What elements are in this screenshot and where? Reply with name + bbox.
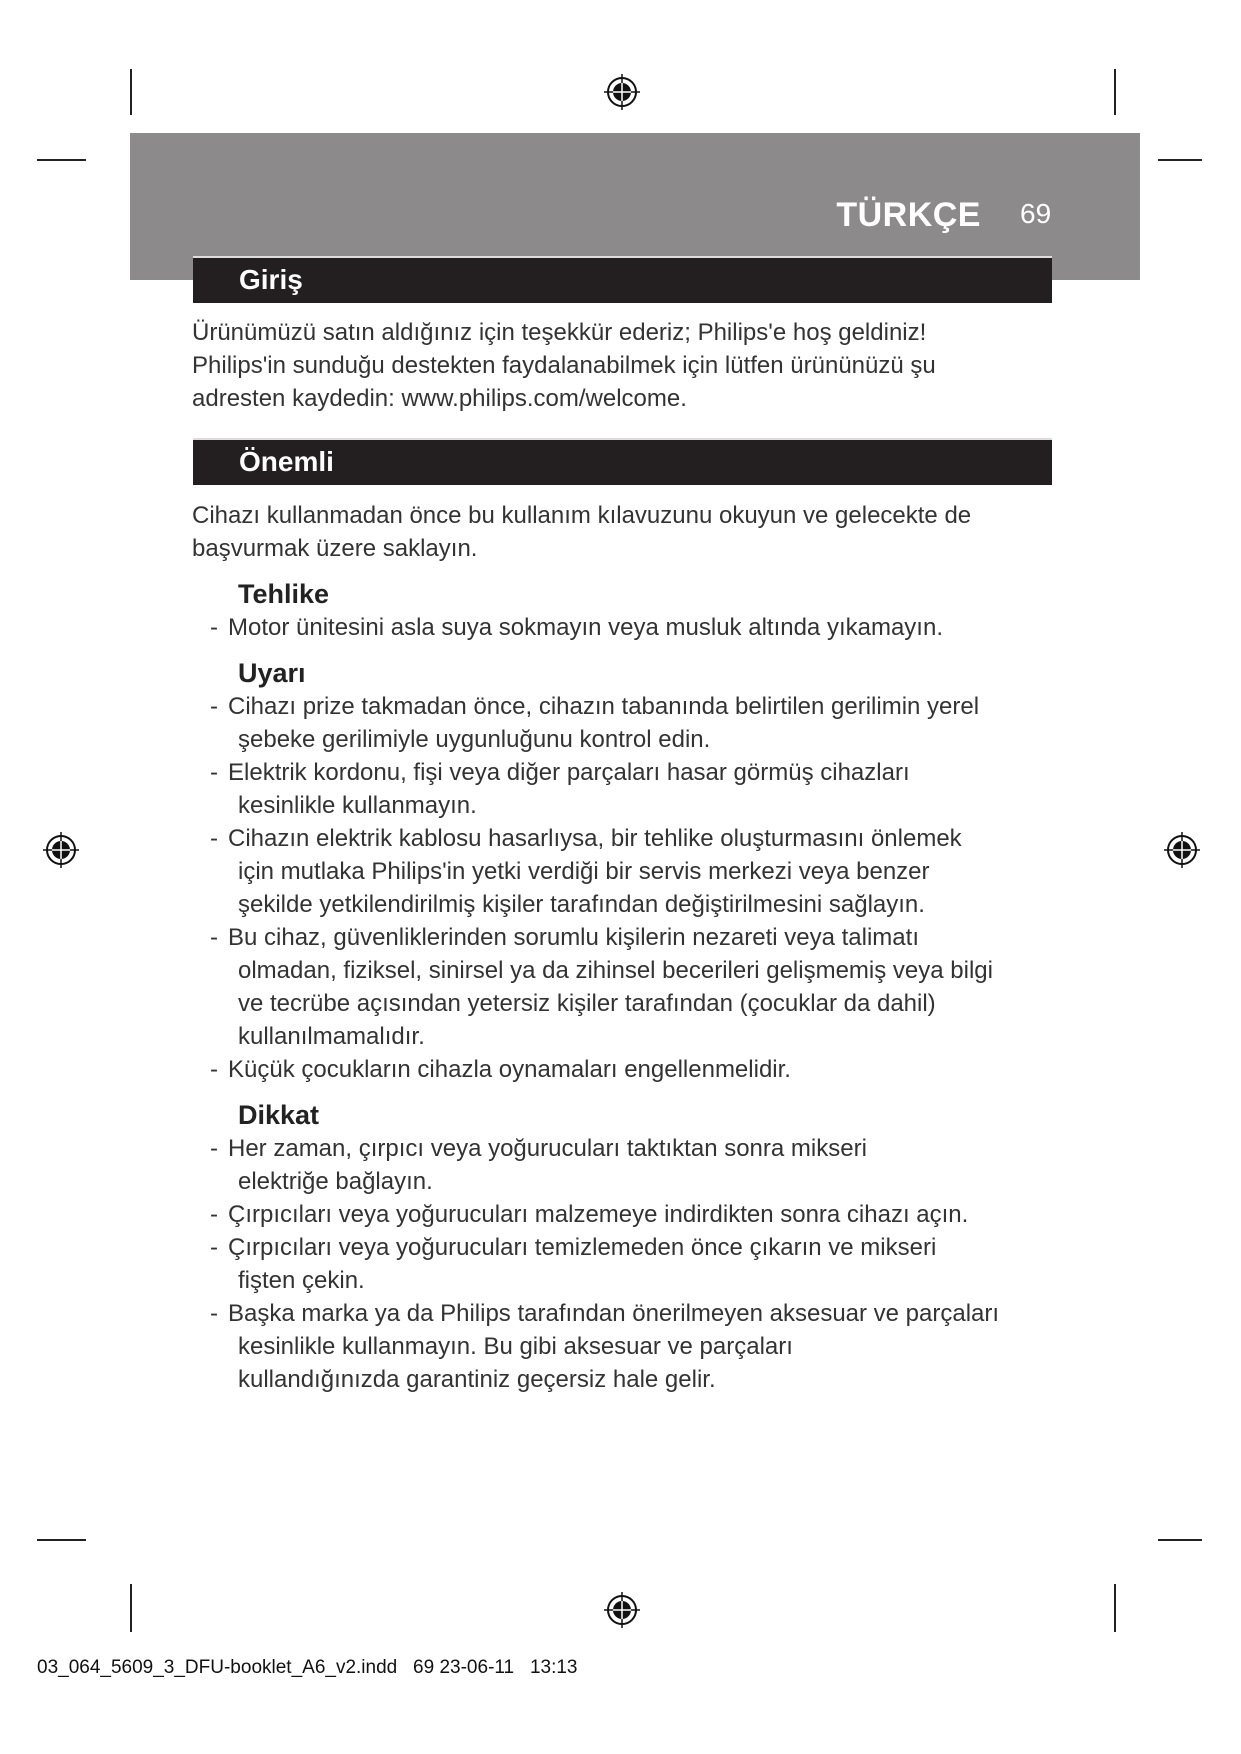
text-line: Başka marka ya da Philips tarafından önerilmeyen aksesuar ve parçaları <box>228 1300 1000 1327</box>
bullet-dash: - <box>210 1300 218 1327</box>
text-line: kesinlikle kullanmayın. Bu gibi aksesuar ve parçaları <box>238 1333 793 1360</box>
text-line: kullandığınızda garantiniz geçersiz hale gelir. <box>238 1366 716 1393</box>
bullet-dash: - <box>210 1056 218 1083</box>
text-line: Çırpıcıları veya yoğurucuları malzemeye indirdikten sonra cihazı açın. <box>228 1201 969 1228</box>
text-line: şebeke gerilimiyle uygunluğunu kontrol edin. <box>238 726 711 753</box>
important-content <box>192 499 1072 1396</box>
text-line: Ürünümüzü satın aldığınız için teşekkür ederiz; Philips'e hoş geldiniz! <box>192 319 927 346</box>
text-line: Elektrik kordonu, fişi veya diğer parçaları hasar görmüş cihazları <box>228 759 910 786</box>
bullet-dash: - <box>210 825 218 852</box>
caution-list <box>192 1132 1072 1396</box>
text-line: şekilde yetkilendirilmiş kişiler tarafından değiştirilmesini sağlayın. <box>238 891 925 918</box>
text-line: kesinlikle kullanmayın. <box>238 792 477 819</box>
section-bar-intro <box>193 258 1052 303</box>
text-line: Philips'in sunduğu destekten faydalanabilmek için lütfen ürününüzü şu <box>192 352 936 379</box>
intro-paragraph <box>192 316 1072 415</box>
bullet-dash: - <box>210 614 218 641</box>
warning-list <box>192 690 1072 1086</box>
bullet-dash: - <box>210 924 218 951</box>
bullet-dash: - <box>210 693 218 720</box>
bullet-dash: - <box>210 1201 218 1228</box>
text-line: Cihazı kullanmadan önce bu kullanım kılavuzunu okuyun ve gelecekte de <box>192 502 972 529</box>
crop-mark <box>1158 159 1202 161</box>
list-item <box>192 1198 1072 1231</box>
section-bar-important <box>193 440 1052 485</box>
text-line: ve tecrübe açısından yetersiz kişiler tarafından (çocuklar da dahil) <box>238 990 936 1017</box>
list-item <box>192 756 1072 822</box>
text-line: Her zaman, çırpıcı veya yoğurucuları taktıktan sonra mikseri <box>228 1135 867 1162</box>
text-line: Bu cihaz, güvenliklerinden sorumlu kişilerin nezareti veya talimatı <box>228 924 919 951</box>
text-line: için mutlaka Philips'in yetki verdiği bir servis merkezi veya benzer <box>238 858 930 885</box>
crop-mark <box>1114 69 1116 115</box>
list-item <box>192 921 1072 1053</box>
text-line: adresten kaydedin: www.philips.com/welcome. <box>192 385 687 412</box>
bullet-dash: - <box>210 1234 218 1261</box>
language-title: TÜRKÇE <box>836 196 981 234</box>
list-item <box>192 690 1072 756</box>
text-line: Cihazın elektrik kablosu hasarlıysa, bir tehlike oluşturmasını önlemek <box>228 825 962 852</box>
subheading-warning: Uyarı <box>238 658 306 688</box>
text-line: fişten çekin. <box>238 1267 365 1294</box>
section-title: Giriş <box>239 264 303 295</box>
text-line: olmadan, fiziksel, sinirsel ya da zihinsel becerileri gelişmemiş veya bilgi <box>238 957 993 984</box>
section-title: Önemli <box>239 446 334 477</box>
crop-mark <box>130 69 132 115</box>
text-line: Çırpıcıları veya yoğurucuları temizlemeden önce çıkarın ve mikseri <box>228 1234 937 1261</box>
text-line: Motor ünitesini asla suya sokmayın veya musluk altında yıkamayın. <box>228 614 943 641</box>
danger-list <box>192 611 1072 644</box>
crop-mark <box>37 159 86 161</box>
registration-mark-icon <box>41 830 81 870</box>
crop-mark <box>37 1539 86 1541</box>
bullet-dash: - <box>210 1135 218 1162</box>
crop-mark <box>1158 1539 1202 1541</box>
registration-mark-icon <box>602 1590 642 1630</box>
list-item <box>192 1053 1072 1086</box>
text-line: Küçük çocukların cihazla oynamaları engellenmelidir. <box>228 1056 791 1083</box>
text-line: başvurmak üzere saklayın. <box>192 535 478 562</box>
text-line: elektriğe bağlayın. <box>238 1168 433 1195</box>
list-item <box>192 822 1072 921</box>
list-item <box>192 1132 1072 1198</box>
crop-mark <box>1114 1584 1116 1632</box>
subheading-danger: Tehlike <box>238 579 330 609</box>
list-item <box>192 1297 1072 1396</box>
registration-mark-icon <box>1162 830 1202 870</box>
text-line: kullanılmamalıdır. <box>238 1023 425 1050</box>
text-line: Cihazı prize takmadan önce, cihazın tabanında belirtilen gerilimin yerel <box>228 693 980 720</box>
print-slug: 03_064_5609_3_DFU-booklet_A6_v2.indd 69 23-06-11 13:13 <box>37 1657 578 1678</box>
subheading-caution: Dikkat <box>238 1100 320 1130</box>
list-item <box>192 1231 1072 1297</box>
registration-mark-icon <box>602 72 642 112</box>
list-item <box>192 611 1072 644</box>
bullet-dash: - <box>210 759 218 786</box>
page-number: 69 <box>1020 198 1052 229</box>
crop-mark <box>130 1584 132 1632</box>
